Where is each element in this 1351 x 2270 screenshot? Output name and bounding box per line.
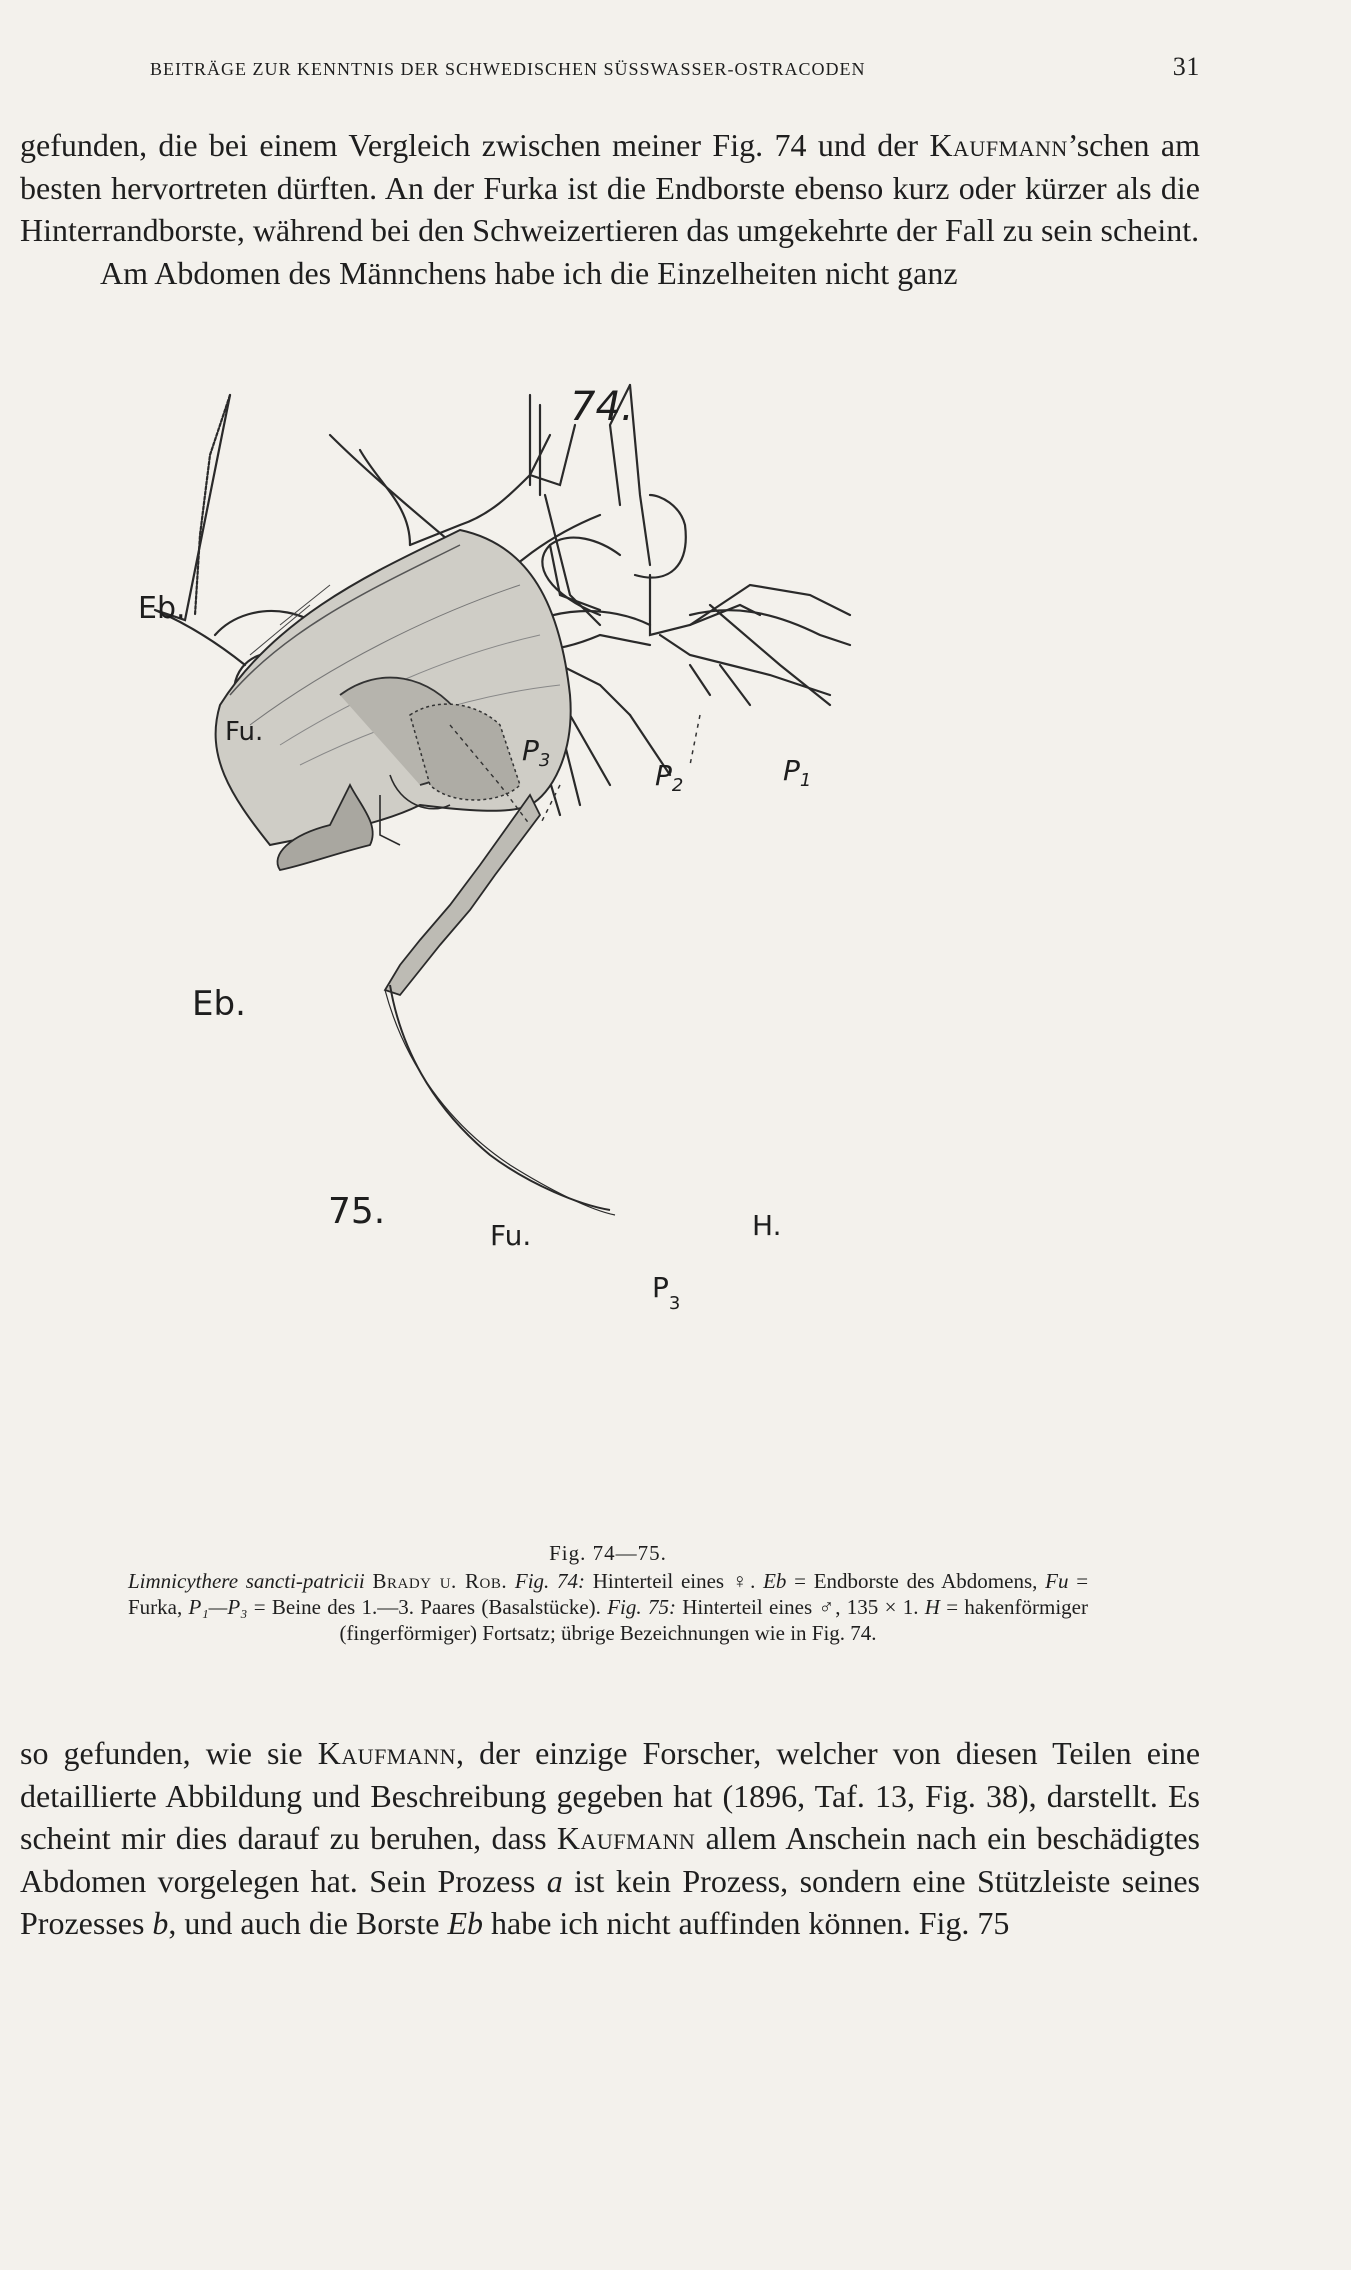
- h-text: = hakenförmiger (fingerförmiger) Fortsatz; übrige Bezeichnungen wie in Fig. 74.: [339, 1595, 1089, 1645]
- running-title: BEITRÄGE ZUR KENNTNIS DER SCHWEDISCHEN SÜSSWASSER-OSTRACODEN: [150, 59, 866, 79]
- figure-caption: [128, 1540, 1088, 1646]
- page-number: 31: [1172, 52, 1200, 81]
- label-p1: $P_1$: [783, 754, 812, 791]
- h-abbr: H: [924, 1595, 940, 1619]
- label-eb-75: Eb.: [192, 984, 246, 1024]
- paragraph-1: [20, 124, 1200, 252]
- fig75-number: 75.: [328, 1191, 386, 1232]
- paragraph-1-continuation: ’schen am besten hervortreten dürften. An der Furka ist die Endborste ebenso kurz oder kürzer als die Hinterrandborste, während bei den Schweizertieren das umgekehrte der Fall zu sein scheint.: [20, 127, 1201, 248]
- label-p2: $P_2$: [655, 759, 684, 796]
- bottom-paragraph: [20, 1732, 1200, 1945]
- figure-74-75: [130, 365, 1130, 1540]
- label-fu-75: Fu.: [490, 1219, 532, 1252]
- p-text: = Beine des 1.—3. Paares (Basalstücke).: [253, 1595, 601, 1619]
- figure-drawing: [130, 365, 1130, 1540]
- species-name: Limnicythere sancti-patricii: [128, 1569, 365, 1593]
- caption-title: Fig. 74—75.: [549, 1541, 667, 1565]
- paragraph-2: Am Abdomen des Männchens habe ich die Einzelheiten nicht ganz: [100, 254, 958, 291]
- fig75-text: Hinterteil eines ♂, 135 × 1.: [682, 1595, 919, 1619]
- eb-text: = Endborste des Abdomens,: [794, 1569, 1038, 1593]
- fu-text: = Furka,: [128, 1569, 1089, 1619]
- author-name-kaufmann: Kaufmann: [556, 1820, 696, 1856]
- eb-abbr: Eb: [763, 1569, 787, 1593]
- author-name-kaufmann: Kaufmann: [929, 127, 1068, 163]
- label-h: H.: [752, 1209, 782, 1242]
- fig74-label: Fig. 74:: [514, 1569, 586, 1593]
- label-p3-74: $P_3$: [522, 734, 551, 771]
- species-authors: Brady u. Rob.: [372, 1569, 508, 1593]
- p-abbr: P₁—P₃: [188, 1595, 248, 1619]
- author-name-kaufmann: Kaufmann: [317, 1735, 457, 1771]
- figure-labels: [138, 384, 811, 1314]
- fig75-label: Fig. 75:: [607, 1595, 676, 1619]
- fig74-text: Hinterteil eines ♀.: [592, 1569, 756, 1593]
- paragraph-1-text: gefunden, die bei einem Vergleich zwischen meiner Fig. 74 und der: [20, 127, 919, 163]
- top-paragraphs: [20, 124, 1200, 294]
- label-fu-74: Fu.: [225, 717, 264, 747]
- fig74-number: 74.: [570, 384, 634, 430]
- caption-body: [128, 1568, 1088, 1646]
- paragraph-3: so gefunden, wie sie Kaufmann, der einzige Forscher, welcher von diesen Teilen eine detaillierte Abbildung und Beschreibung gegeben hat (1896, Taf. 13, Fig. 38), darstellt. Es scheint mir dies darauf zu beruhen, dass Kaufmann allem Anschein nach ein beschädigtes Abdomen vorgelegen hat. Sein Prozess a ist kein Prozess, sondern eine Stützleiste seines Prozesses b, und auch die Borste Eb habe ich nicht auffinden können. Fig. 75: [20, 1735, 1201, 1941]
- fig75-drawing: [216, 530, 615, 1215]
- fu-abbr: Fu: [1045, 1569, 1069, 1593]
- label-p3-75: $P_3$: [652, 1271, 681, 1314]
- label-eb-74: Eb.: [138, 591, 186, 626]
- running-header: [150, 52, 1200, 86]
